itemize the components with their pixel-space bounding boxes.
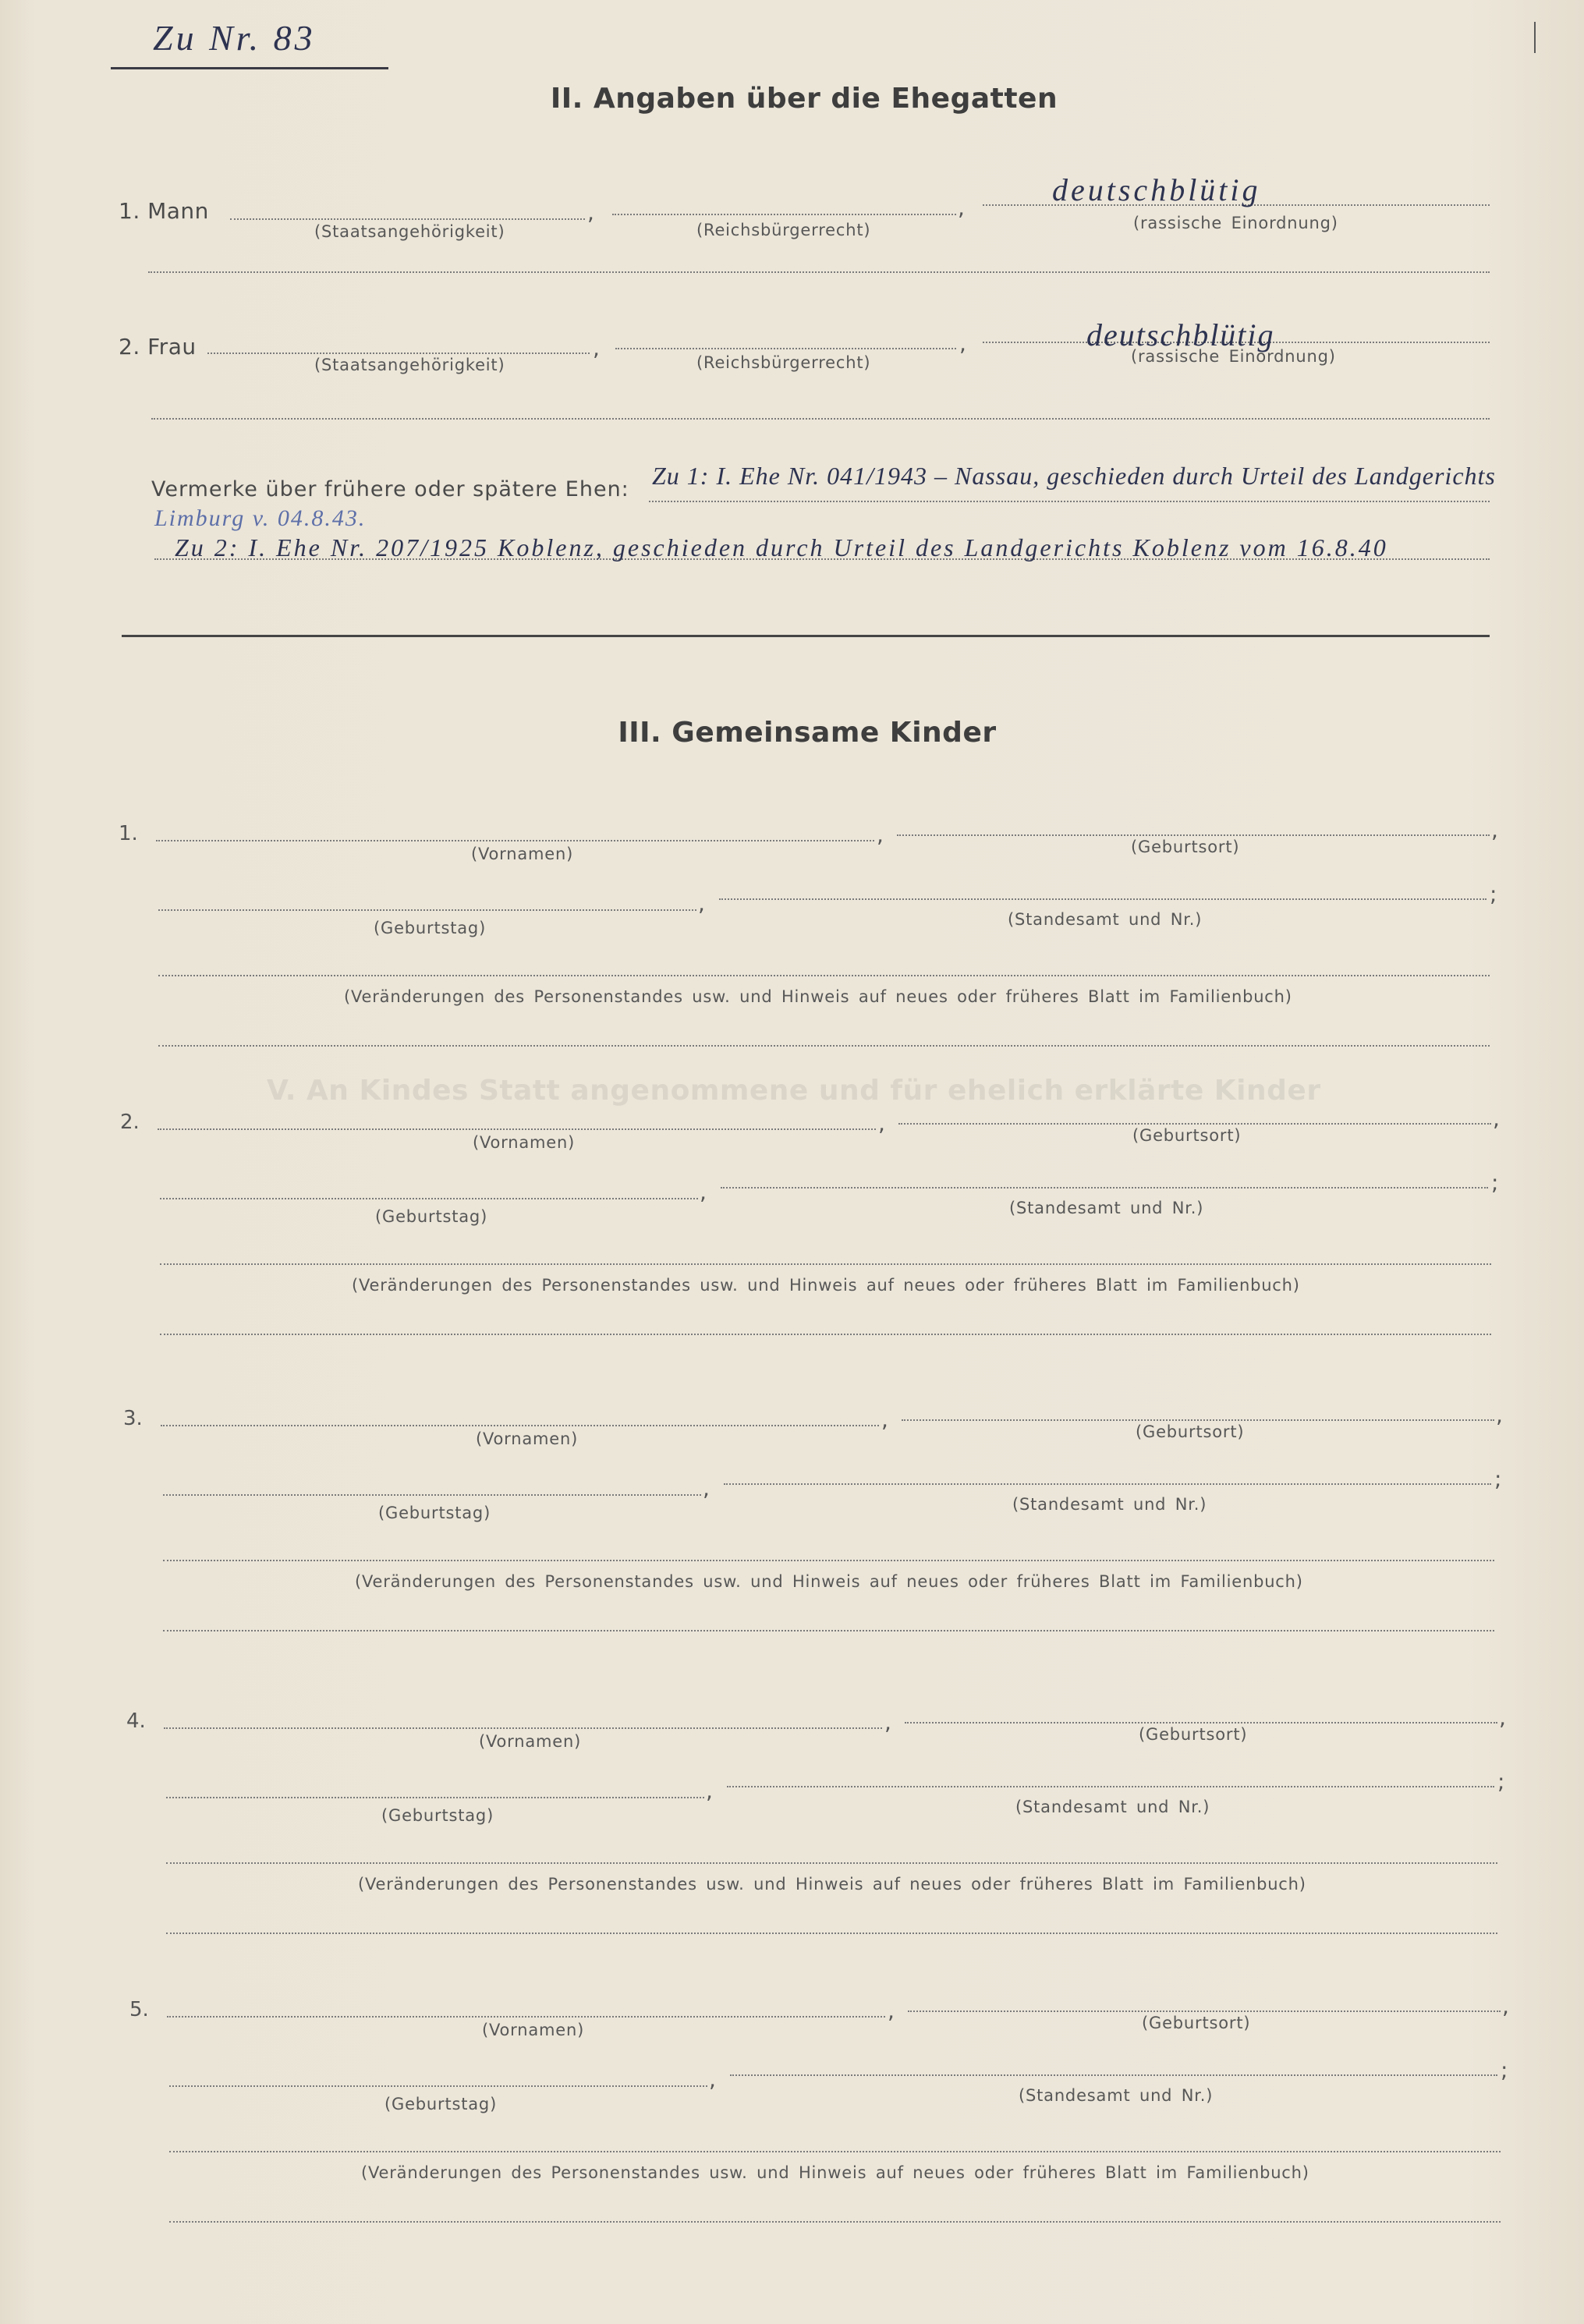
extra-line xyxy=(158,1045,1490,1047)
comma: , xyxy=(958,195,965,221)
comma: , xyxy=(1499,1705,1506,1731)
comma: , xyxy=(706,1778,713,1804)
reichsbuergerrecht-label: (Reichsbürgerrecht) xyxy=(696,221,871,239)
reichsbuergerrecht-label: (Reichsbürgerrecht) xyxy=(696,353,871,372)
staatsangehoerigkeit-label: (Staatsangehörigkeit) xyxy=(314,222,505,241)
veraenderungen-field xyxy=(169,2151,1501,2152)
vornamen-field xyxy=(158,1128,876,1130)
veraenderungen-label: (Veränderungen des Personenstandes usw. und Hinweis auf neues oder früheres Blatt im Familienbuch) xyxy=(344,987,1292,1006)
man-reichsbuergerrecht-field xyxy=(612,214,956,215)
comma: , xyxy=(884,1709,891,1735)
extra-line xyxy=(166,1933,1497,1934)
extra-line xyxy=(160,1334,1491,1335)
geburtstag-label: (Geburtstag) xyxy=(374,919,487,937)
veraenderungen-label: (Veränderungen des Personenstandes usw. und Hinweis auf neues oder früheres Blatt im Familienbuch) xyxy=(355,1572,1303,1591)
geburtsort-label: (Geburtsort) xyxy=(1142,2014,1251,2032)
comma: , xyxy=(709,2067,716,2092)
extra-line xyxy=(163,1630,1494,1631)
comma: , xyxy=(1493,1106,1500,1132)
vornamen-label: (Vornamen) xyxy=(476,1429,579,1448)
child-number: 2. xyxy=(120,1111,140,1134)
woman-rassische-einordnung-value: deutschblütig xyxy=(1086,317,1275,352)
semicolon: ; xyxy=(1494,1466,1502,1492)
child-number: 5. xyxy=(129,1998,149,2021)
vornamen-label: (Vornamen) xyxy=(473,1133,576,1152)
remarks-handwritten-line-1: Zu 1: I. Ehe Nr. 041/1943 – Nassau, geschieden durch Urteil des Landgerichts xyxy=(652,462,1496,490)
standesamt-label: (Standesamt und Nr.) xyxy=(1009,1199,1204,1217)
comma: , xyxy=(959,331,966,356)
standesamt-field xyxy=(727,1786,1494,1787)
page-edge-mark xyxy=(1534,22,1536,53)
remarks-label: Vermerke über frühere oder spätere Ehen: xyxy=(151,477,629,501)
comma: , xyxy=(878,1111,885,1136)
vornamen-label: (Vornamen) xyxy=(471,845,574,863)
standesamt-label: (Standesamt und Nr.) xyxy=(1019,2086,1214,2105)
woman-extra-line xyxy=(151,418,1490,420)
vornamen-label: (Vornamen) xyxy=(482,2021,585,2039)
woman-staatsangehoerigkeit-field xyxy=(207,352,590,354)
remarks-handwritten-line-2: Limburg v. 04.8.43. xyxy=(154,505,367,531)
veraenderungen-field xyxy=(158,975,1490,976)
child-number: 3. xyxy=(123,1407,143,1430)
woman-label: 2. Frau xyxy=(119,334,197,360)
comma: , xyxy=(1496,1402,1503,1428)
woman-reichsbuergerrecht-field xyxy=(615,348,956,349)
man-extra-line xyxy=(148,271,1490,273)
semicolon: ; xyxy=(1491,1170,1499,1196)
staatsangehoerigkeit-label: (Staatsangehörigkeit) xyxy=(314,356,505,374)
veraenderungen-label: (Veränderungen des Personenstandes usw. und Hinweis auf neues oder früheres Blatt im Familienbuch) xyxy=(358,1875,1306,1894)
geburtstag-field xyxy=(169,2085,707,2087)
comma: , xyxy=(587,200,594,225)
vornamen-field xyxy=(156,840,874,841)
geburtstag-label: (Geburtstag) xyxy=(378,1504,491,1522)
standesamt-label: (Standesamt und Nr.) xyxy=(1012,1495,1207,1514)
geburtstag-field xyxy=(166,1797,704,1798)
geburtstag-field xyxy=(160,1198,698,1199)
comma: , xyxy=(1502,1993,1509,2019)
section-3-title: III. Gemeinsame Kinder xyxy=(618,717,997,749)
vornamen-field xyxy=(167,2016,885,2018)
geburtstag-label: (Geburtstag) xyxy=(381,1806,494,1825)
geburtsort-label: (Geburtsort) xyxy=(1139,1725,1248,1744)
comma: , xyxy=(881,1407,888,1433)
section-divider xyxy=(122,635,1490,637)
handwritten-reference: Zu Nr. 83 xyxy=(153,18,316,58)
geburtsort-field xyxy=(908,2010,1501,2012)
semicolon: ; xyxy=(1497,1769,1505,1794)
geburtstag-label: (Geburtstag) xyxy=(384,2095,498,2113)
veraenderungen-field xyxy=(160,1263,1491,1265)
comma: , xyxy=(877,822,884,848)
vornamen-field xyxy=(164,1727,882,1729)
reference-underline xyxy=(111,67,388,69)
comma: , xyxy=(888,1998,895,2024)
geburtsort-label: (Geburtsort) xyxy=(1131,838,1240,856)
geburtsort-field xyxy=(897,834,1490,836)
semicolon: ; xyxy=(1501,2057,1508,2083)
standesamt-field xyxy=(719,898,1487,900)
comma: , xyxy=(698,891,705,916)
veraenderungen-field xyxy=(163,1560,1494,1561)
extra-line xyxy=(169,2221,1501,2223)
semicolon: ; xyxy=(1490,881,1497,907)
standesamt-label: (Standesamt und Nr.) xyxy=(1008,910,1203,929)
child-number: 4. xyxy=(126,1709,146,1733)
standesamt-field xyxy=(721,1187,1488,1189)
remarks-line-1 xyxy=(649,501,1490,502)
geburtstag-label: (Geburtstag) xyxy=(375,1207,488,1226)
child-number: 1. xyxy=(119,822,138,845)
standesamt-field xyxy=(724,1483,1491,1485)
geburtstag-field xyxy=(163,1494,701,1496)
bleed-through-heading: V. An Kindes Statt angenommene und für ehelich erklärte Kinder xyxy=(267,1075,1321,1107)
comma: , xyxy=(1491,817,1498,843)
man-label: 1. Mann xyxy=(119,198,209,224)
comma: , xyxy=(593,335,600,361)
veraenderungen-label: (Veränderungen des Personenstandes usw. und Hinweis auf neues oder früheres Blatt im Familienbuch) xyxy=(361,2163,1309,2182)
vornamen-field xyxy=(161,1425,879,1426)
rassische-einordnung-label: (rassische Einordnung) xyxy=(1131,347,1336,366)
rassische-einordnung-label: (rassische Einordnung) xyxy=(1133,214,1338,232)
remarks-handwritten-line-3: Zu 2: I. Ehe Nr. 207/1925 Koblenz, geschieden durch Urteil des Landgerichts Koblenz vom 16.8.40 xyxy=(175,533,1388,562)
comma: , xyxy=(700,1179,707,1205)
veraenderungen-field xyxy=(166,1862,1497,1864)
geburtsort-field xyxy=(898,1123,1491,1125)
veraenderungen-label: (Veränderungen des Personenstandes usw. und Hinweis auf neues oder früheres Blatt im Familienbuch) xyxy=(352,1276,1300,1295)
geburtstag-field xyxy=(158,909,696,911)
standesamt-label: (Standesamt und Nr.) xyxy=(1015,1798,1210,1816)
geburtsort-field xyxy=(902,1419,1494,1421)
geburtsort-label: (Geburtsort) xyxy=(1136,1422,1245,1441)
geburtsort-field xyxy=(905,1722,1497,1724)
man-rassische-einordnung-value: deutschblütig xyxy=(1052,172,1261,207)
standesamt-field xyxy=(730,2074,1497,2076)
vornamen-label: (Vornamen) xyxy=(479,1732,582,1751)
section-2-title: II. Angaben über die Ehegatten xyxy=(550,83,1058,115)
man-staatsangehoerigkeit-field xyxy=(230,218,585,220)
comma: , xyxy=(703,1476,710,1501)
geburtsort-label: (Geburtsort) xyxy=(1132,1126,1242,1145)
